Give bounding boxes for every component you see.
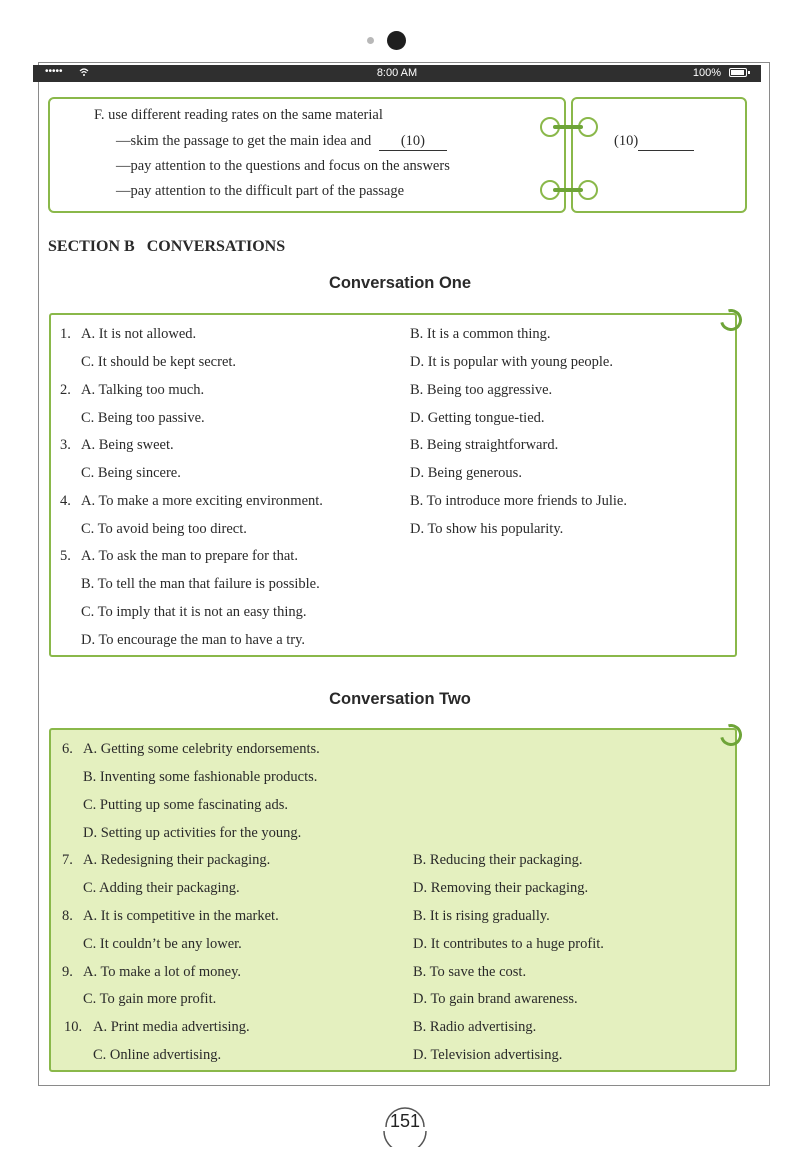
option-a: A. To make a lot of money.: [83, 964, 242, 980]
question-number: 10.: [64, 1019, 83, 1035]
question-number: 2.: [60, 382, 71, 398]
option-a: A. Being sweet.: [81, 437, 174, 453]
option-d: D. It is popular with young people.: [410, 354, 613, 370]
option-c: C. It couldn’t be any lower.: [83, 936, 242, 952]
status-bar: [33, 65, 761, 82]
option-d: D. To show his popularity.: [410, 521, 564, 537]
option-d: D. Being generous.: [410, 465, 522, 481]
option-b: B. Being straightforward.: [410, 437, 559, 453]
option-a: A. Redesigning their packaging.: [83, 852, 271, 868]
option-a: A. Print media advertising.: [93, 1019, 250, 1035]
answer-box: [571, 97, 747, 213]
option-d: D. Getting tongue-tied.: [410, 410, 545, 426]
conversation-one-title: Conversation One: [328, 274, 472, 292]
option-d: D. Setting up activities for the young.: [83, 825, 302, 841]
question-number: 9.: [62, 964, 73, 980]
option-c: C. To imply that it is not an easy thing.: [81, 604, 307, 620]
option-a: A. Getting some celebrity endorsements.: [83, 741, 320, 757]
signal-icon: •••••: [45, 66, 63, 77]
battery-percent: 100%: [692, 67, 721, 79]
option-b: B. It is rising gradually.: [413, 908, 550, 924]
option-a: A. To make a more exciting environment.: [81, 493, 323, 509]
option-d: D. To encourage the man to have a try.: [81, 632, 306, 648]
option-b: B. Being too aggressive.: [410, 382, 553, 398]
section-heading: SECTION B CONVERSATIONS: [48, 238, 286, 255]
option-a: A. It is not allowed.: [81, 326, 197, 342]
option-d: D. To gain brand awareness.: [413, 991, 578, 1007]
strategy-line-difficult: —pay attention to the difficult part of the passage: [116, 183, 405, 199]
strategy-line-skim: —skim the passage to get the main idea and (10): [116, 133, 447, 151]
option-d: D. Television advertising.: [413, 1047, 563, 1063]
status-time: 8:00 AM: [376, 67, 418, 79]
option-b: B. Radio advertising.: [413, 1019, 537, 1035]
binder-clip-icon: [553, 125, 583, 129]
option-b: B. Reducing their packaging.: [413, 852, 583, 868]
camera-dot: [387, 31, 406, 50]
question-number: 6.: [62, 741, 73, 757]
option-a: A. Talking too much.: [81, 382, 205, 398]
question-number: 8.: [62, 908, 73, 924]
conversation-two-title: Conversation Two: [329, 690, 471, 708]
option-c: C. Being too passive.: [81, 410, 205, 426]
option-c: C. It should be kept secret.: [81, 354, 237, 370]
option-d: D. Removing their packaging.: [413, 880, 589, 896]
option-c: C. Online advertising.: [93, 1047, 222, 1063]
option-b: B. It is a common thing.: [410, 326, 551, 342]
question-number: 4.: [60, 493, 71, 509]
option-b: B. Inventing some fashionable products.: [83, 769, 318, 785]
question-number: 5.: [60, 548, 71, 564]
answer-slot-10: (10): [614, 133, 694, 151]
strategy-line-f: F. use different reading rates on the same material: [94, 107, 383, 123]
strategy-line-questions: —pay attention to the questions and focus on the answers: [116, 158, 450, 174]
option-c: C. Adding their packaging.: [83, 880, 240, 896]
option-c: C. To gain more profit.: [83, 991, 217, 1007]
camera-dot-small: [367, 37, 374, 44]
option-d: D. It contributes to a huge profit.: [413, 936, 604, 952]
binder-clip-icon: [553, 188, 583, 192]
question-number: 7.: [62, 852, 73, 868]
question-number: 3.: [60, 437, 71, 453]
page-number: 151: [389, 1111, 421, 1131]
option-c: C. Putting up some fascinating ads.: [83, 797, 288, 813]
option-c: C. To avoid being too direct.: [81, 521, 247, 537]
option-b: B. To save the cost.: [413, 964, 527, 980]
battery-icon: [729, 68, 747, 77]
option-a: A. To ask the man to prepare for that.: [81, 548, 298, 564]
question-number: 1.: [60, 326, 71, 342]
option-a: A. It is competitive in the market.: [83, 908, 279, 924]
blank-10-left: (10): [379, 133, 447, 151]
option-b: B. To tell the man that failure is possible.: [81, 576, 320, 592]
option-b: B. To introduce more friends to Julie.: [410, 493, 627, 509]
option-c: C. Being sincere.: [81, 465, 181, 481]
